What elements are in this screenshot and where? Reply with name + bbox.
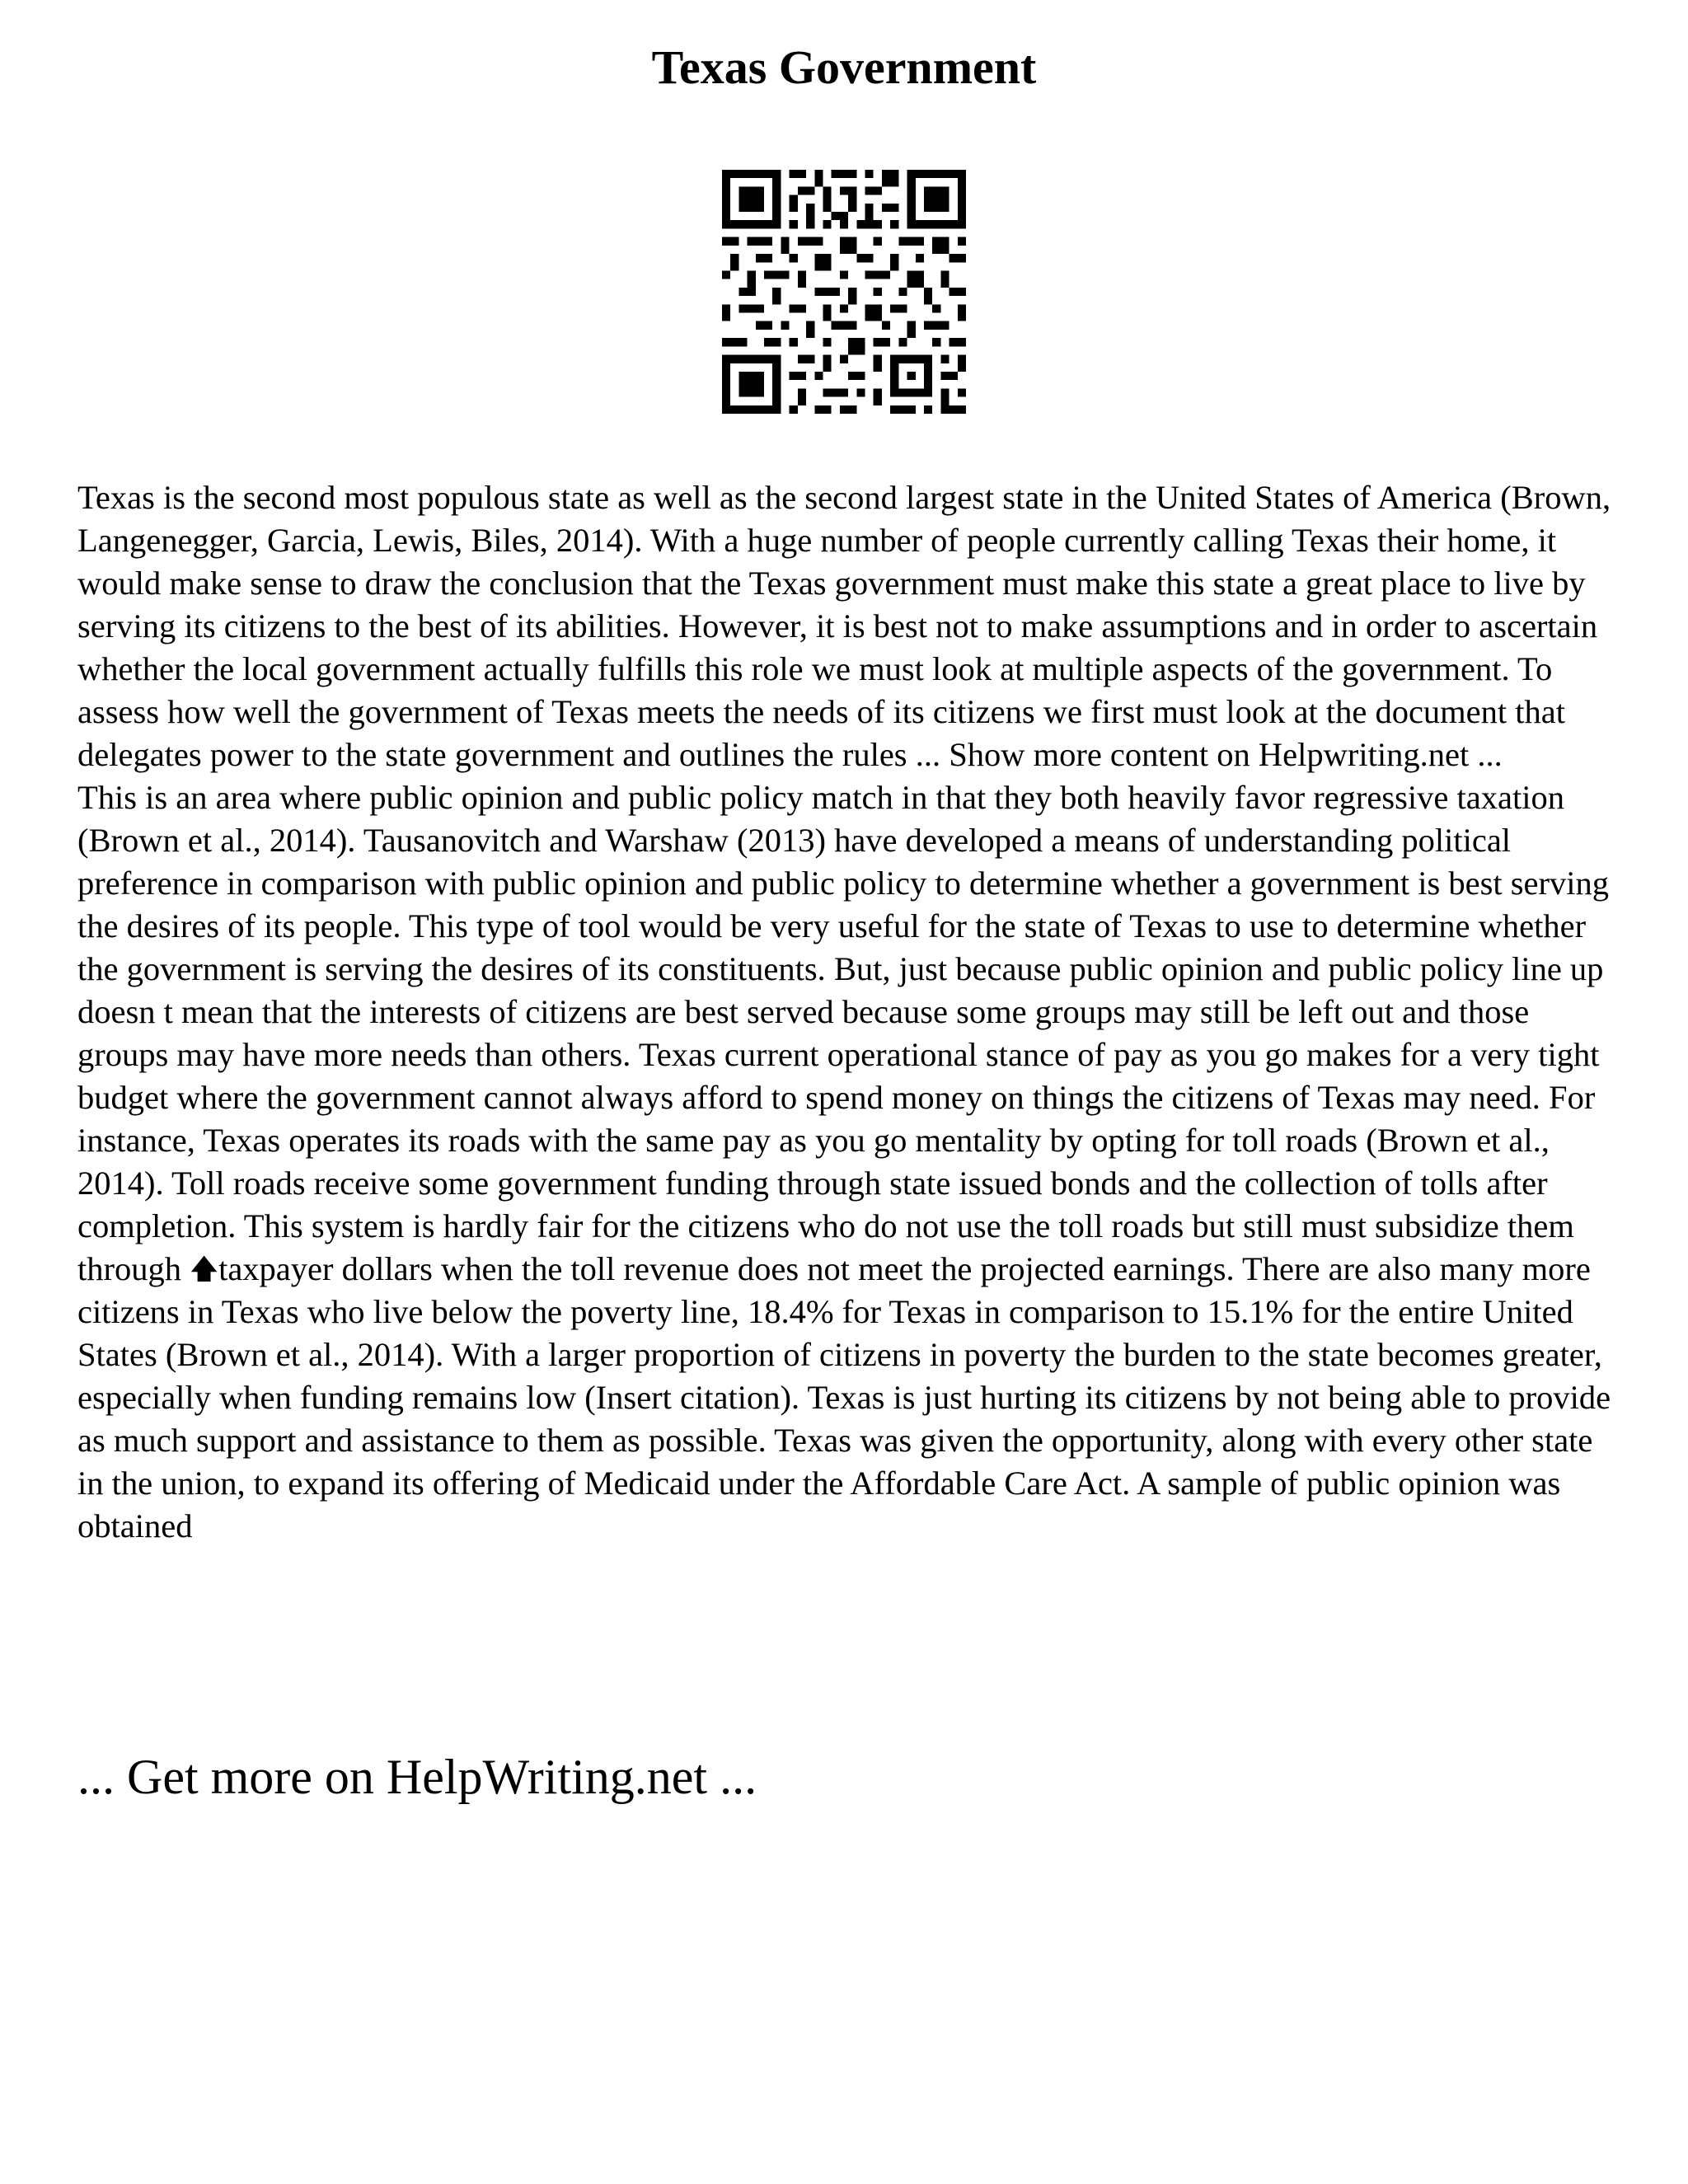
paragraph-intro: Texas is the second most populous state as well as the second largest state in the United States of America (Brown, Langenegger, Garcia, Lewis, Biles, 2014). With a huge number of people currently calling Texas their home, it would make sense to draw the conclusion that the Texas government must make this state a great place to live by serving its citizens to the best of its abilities. However, it is best not to make assumptions and in order to ascertain whether the local government actually fulfills this role we must look at multiple aspects of the government. To assess how well the government of Texas meets the needs of its citizens we first must look at the document that delegates power to the state government and outlines the rules ... Show more content on Helpwriting.net ... — [77, 479, 1611, 773]
qr-code-image — [722, 170, 966, 414]
article-body — [77, 476, 1627, 1548]
page-title: Texas Government — [651, 40, 1037, 94]
up-arrow-icon: 🡅 — [190, 1253, 219, 1286]
paragraph-policy — [77, 776, 1627, 1548]
qr-code-icon — [722, 170, 966, 414]
paragraph-policy-text-start: This is an area where public opinion and public policy match in that they both heavily favor regressive taxation (Brown et al., 2014). Tausanovitch and Warshaw (2013) have developed a means of understanding political preference in comparison with public opinion and public policy to determine whether a government is best serving the desires of its people. This type of tool would be very useful for the state of Texas to use to determine whether the government is serving the desires of its constituents. But, just because public opinion and public policy line up doesn t mean that the interests of citizens are best served because some groups may still be left out and those groups may have more needs than others. Texas current operational stance of pay as you go makes for a very tight budget where the government cannot always afford to spend money on things the citizens of Texas may need. For instance, Texas operates its roads with the same pay as you go mentality by opting for toll roads (Brown et al., 2014). Toll roads receive some government funding through state issued bonds and the collection of tolls after completion. This system is hardly fair for the citizens who do not use the toll roads but still must subsidize them through — [77, 779, 1609, 1287]
get-more-link[interactable]: ... Get more on HelpWriting.net ... — [77, 1750, 757, 1804]
paragraph-policy-text-end: taxpayer dollars when the toll revenue does not meet the projected earnings. There are also many more citizens in Texas who live below the poverty line, 18.4% for Texas in comparison to 15.1% for the entire United States (Brown et al., 2014). With a larger proportion of citizens in poverty the burden to the state becomes greater, especially when funding remains low (Insert citation). Texas is just hurting its citizens by not being able to provide as much support and assistance to them as possible. Texas was given the opportunity, along with every other state in the union, to expand its offering of Medicaid under the Affordable Care Act. A sample of public opinion was obtained — [77, 1250, 1611, 1544]
